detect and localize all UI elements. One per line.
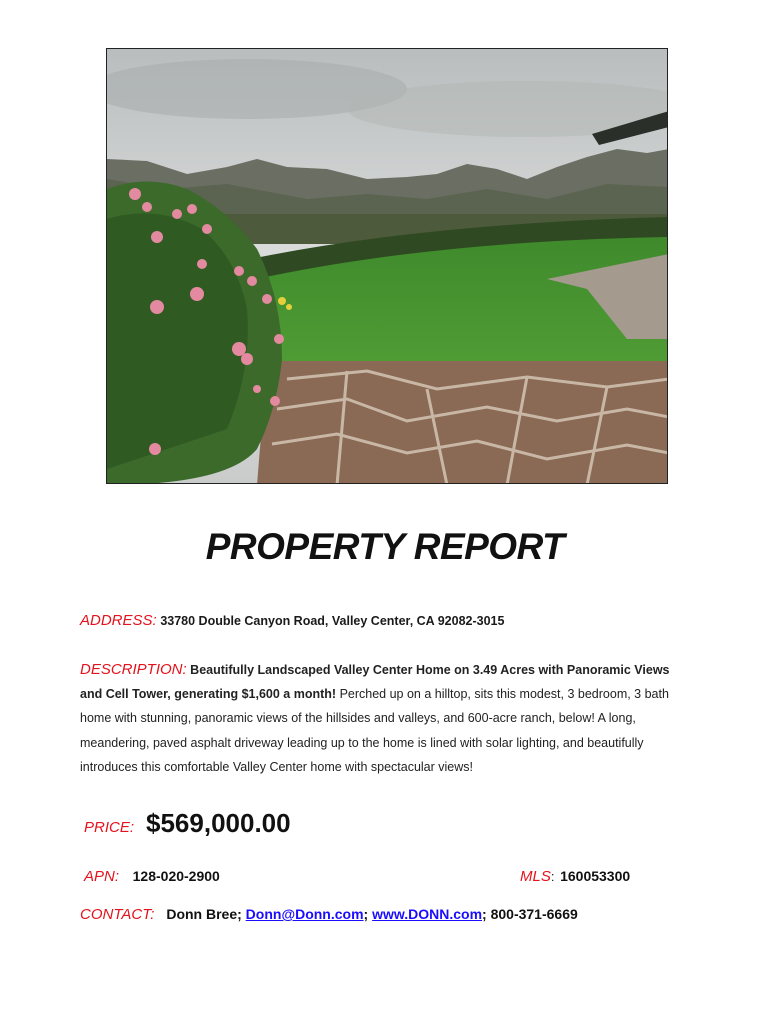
- contact-email-link[interactable]: Donn@Donn.com: [245, 906, 364, 922]
- mls-row: [520, 868, 630, 885]
- apn-label: APN:: [84, 868, 120, 885]
- price-label: PRICE:: [84, 819, 135, 836]
- address-value: 33780 Double Canyon Road, Valley Center, CA 92082-3015: [160, 614, 505, 628]
- description-label: DESCRIPTION:: [80, 661, 187, 678]
- price-value: $569,000.00: [146, 808, 291, 838]
- description-block: [80, 658, 670, 779]
- contact-name: Donn Bree;: [166, 906, 242, 922]
- contact-row: [80, 906, 578, 923]
- contact-website-link[interactable]: www.DONN.com: [372, 906, 483, 922]
- contact-phone: 800-371-6669: [490, 906, 578, 922]
- mls-value: 160053300: [560, 868, 631, 884]
- apn-value: 128-020-2900: [132, 868, 220, 884]
- description-headline: Beautifully Landscaped Valley Center Home on 3.49 Acres with Panoramic Views and Cell Tower, generating $1,600 a month!: [80, 663, 670, 702]
- price-row: [84, 808, 291, 839]
- page-title: PROPERTY REPORT: [205, 526, 565, 567]
- mls-label: MLS: [520, 868, 551, 885]
- contact-separator: ;: [363, 906, 369, 922]
- contact-separator: ;: [482, 906, 487, 922]
- address-label: ADDRESS:: [80, 612, 157, 629]
- apn-row: [84, 868, 220, 885]
- address-row: [80, 612, 504, 629]
- mls-colon: :: [550, 869, 555, 884]
- contact-label: CONTACT:: [80, 906, 155, 923]
- description-text: Perched up on a hilltop, sits this modest, 3 bedroom, 3 bath home with stunning, panoramic views of the hillsides and valleys, and 600-acre ranch, below! A long, meandering, paved asphalt driveway leading up to the home is lined with solar lighting, and beautifully introduces this comfortable Valley Center home with spectacular views!: [80, 687, 669, 774]
- property-photo: [106, 48, 668, 484]
